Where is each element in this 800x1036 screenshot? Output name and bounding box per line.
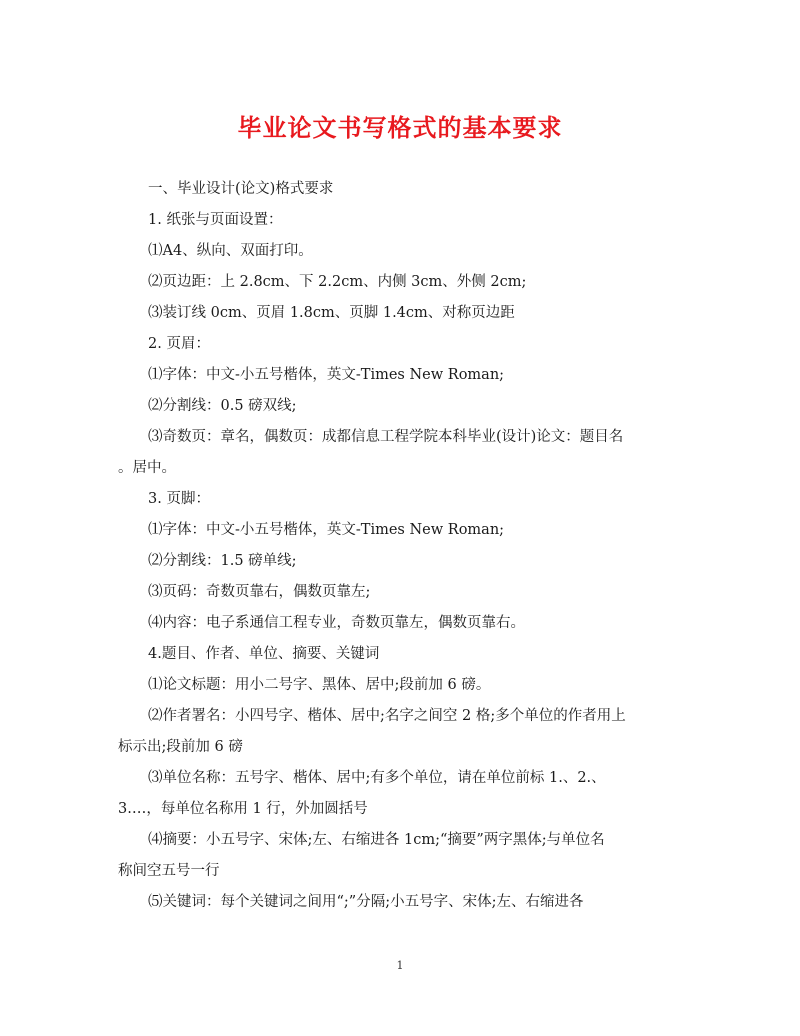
paragraph-line: 称间空五号一行 [118, 863, 220, 879]
paragraph-line: ⑴A4、纵向、双面打印。 [148, 243, 313, 259]
document-title: 毕业论文书写格式的基本要求 [237, 114, 563, 142]
paragraph-line: ⑵作者署名：小四号字、楷体、居中;名字之间空 2 格;多个单位的作者用上 [148, 708, 626, 724]
paragraph-line: ⑶装订线 0cm、页眉 1.8cm、页脚 1.4cm、对称页边距 [148, 305, 515, 321]
paragraph-line: ⑷摘要：小五号字、宋体;左、右缩进各 1cm;“摘要”两字黑体;与单位名 [148, 832, 605, 848]
paragraph-line: ⑴字体：中文-小五号楷体，英文-Times New Roman; [148, 522, 505, 538]
paragraph-line: ⑶单位名称：五号字、楷体、居中;有多个单位，请在单位前标 1.、2.、 [148, 770, 606, 786]
paragraph-line: 1. 纸张与页面设置： [148, 212, 283, 228]
paragraph-line: ⑴字体：中文-小五号楷体，英文-Times New Roman; [148, 367, 505, 383]
paragraph-line: ⑶页码：奇数页靠右，偶数页靠左; [148, 584, 371, 600]
paragraph-line: ⑶奇数页：章名，偶数页：成都信息工程学院本科毕业(设计)论文：题目名 [148, 429, 624, 445]
paragraph-line: 一、毕业设计(论文)格式要求 [148, 181, 334, 197]
paragraph-line: ⑴论文标题：用小二号字、黑体、居中;段前加 6 磅。 [148, 677, 491, 693]
page-number: 1 [396, 959, 404, 972]
paragraph-line: 。居中。 [118, 460, 176, 476]
paragraph-line: 4.题目、作者、单位、摘要、关键词 [148, 646, 380, 662]
document-body [118, 174, 684, 918]
paragraph-line: 2. 页眉： [148, 336, 210, 352]
paragraph-line: 标示出;段前加 6 磅 [118, 739, 243, 755]
paragraph-line: 3.…，每单位名称用 1 行，外加圆括号 [118, 801, 368, 817]
paragraph-line: ⑵分割线：1.5 磅单线; [148, 553, 297, 569]
paragraph-line: ⑵分割线：0.5 磅双线; [148, 398, 297, 414]
paragraph-line: ⑸关键词：每个关键词之间用“;”分隔;小五号字、宋体;左、右缩进各 [148, 894, 584, 910]
paragraph-line: ⑷内容：电子系通信工程专业，奇数页靠左，偶数页靠右。 [148, 615, 525, 631]
paragraph-line: ⑵页边距：上 2.8cm、下 2.2cm、内侧 3cm、外侧 2cm; [148, 274, 527, 290]
paragraph-line: 3. 页脚： [148, 491, 210, 507]
